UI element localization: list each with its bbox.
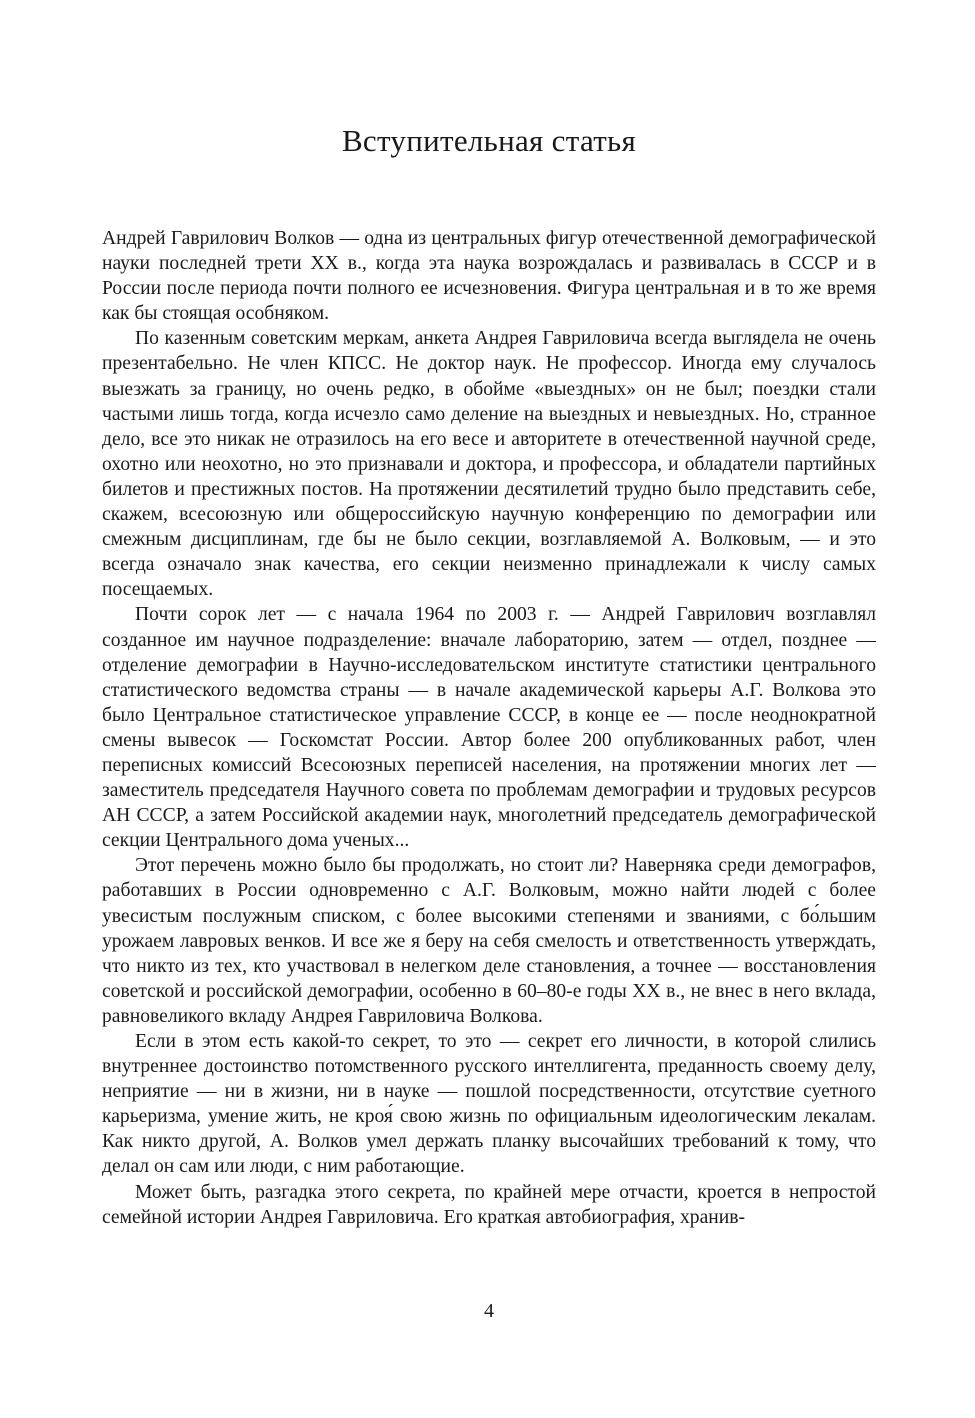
page-number: 4 xyxy=(484,1300,494,1322)
article-body xyxy=(102,226,876,1230)
paragraph-5: Если в этом есть какой-то секрет, то это — секрет его личности, в которой слились внутреннее достоинство потомственного русского интеллигента, преданность своему делу, неприятие — ни в жизни, ни в науке — пошлой посредственности, отсутствие суетного карьеризма, умение жить, не кроя́ свою жизнь по официальным идеологическим лекалам. Как никто другой, А. Волков умел держать планку высочайших требований к тому, что делал он сам или люди, с ним работающие. xyxy=(102,1031,876,1178)
paragraph-1: Андрей Гаврилович Волков — одна из центральных фигур отечественной демографической науки последней трети XX в., когда эта наука возрождалась и развивалась в СССР и в России после периода почти полного ее исчезновения. Фигура центральная и в то же время как бы стоящая особняком. xyxy=(102,228,876,325)
paragraph-6: Может быть, разгадка этого секрета, по крайней мере отчасти, кроется в непростой семейной истории Андрея Гавриловича. Его краткая автобиография, хранив- xyxy=(102,1181,876,1228)
paragraph-4: Этот перечень можно было бы продолжать, но стоит ли? Наверняка среди демографов, работавших в России одновременно с А.Г. Волковым, можно найти людей с более увесистым послужным списком, с более высокими степенями и званиями, с бо́льшим урожаем лавровых венков. И все же я беру на себя смелость и ответственность утверждать, что никто из тех, кто участвовал в нелегком деле становления, а точнее — восстановления советской и российской демографии, особенно в 60–80-е годы XX в., не внес в него вклада, равновеликого вкладу Андрея Гавриловича Волкова. xyxy=(102,855,876,1027)
paragraph-2: По казенным советским меркам, анкета Андрея Гавриловича всегда выглядела не очень презентабельно. Не член КПСС. Не доктор наук. Не профессор. Иногда ему случалось выезжать за границу, но очень редко, в обойме «выездных» он не был; поездки стали частыми лишь тогда, когда исчезло само деление на выездных и невыездных. Но, странное дело, все это никак не отразилось на его весе и авторитете в отечественной научной среде, охотно или неохотно, но это признавали и доктора, и профессора, и обладатели партийных билетов и престижных постов. На протяжении десятилетий трудно было представить себе, скажем, всесоюзную или общероссийскую научную конференцию по демографии или смежным дисциплинам, где бы не было секции, возглавляемой А. Волковым, — и это всегда означало знак качества, его секции неизменно принадлежали к числу самых посещаемых. xyxy=(102,328,876,601)
paragraph-3: Почти сорок лет — с начала 1964 по 2003 г. — Андрей Гаврилович возглавлял созданное им научное подразделение: вначале лабораторию, затем — отдел, позднее — отделение демографии в Научно-исследовательском институте статистики центрального статистического ведомства страны — в начале академической карьеры А.Г. Волкова это было Центральное статистическое управление СССР, в конце ее — после неоднократной смены вывесок — Госкомстат России. Автор более 200 опубликованных работ, член переписных комиссий Всесоюзных переписей населения, на протяжении многих лет — заместитель председателя Научного совета по проблемам демографии и трудовых ресурсов АН СССР, а затем Российской академии наук, многолетний председатель демографической секции Центрального дома ученых... xyxy=(102,604,876,852)
page-title: Вступительная статья xyxy=(341,123,637,158)
